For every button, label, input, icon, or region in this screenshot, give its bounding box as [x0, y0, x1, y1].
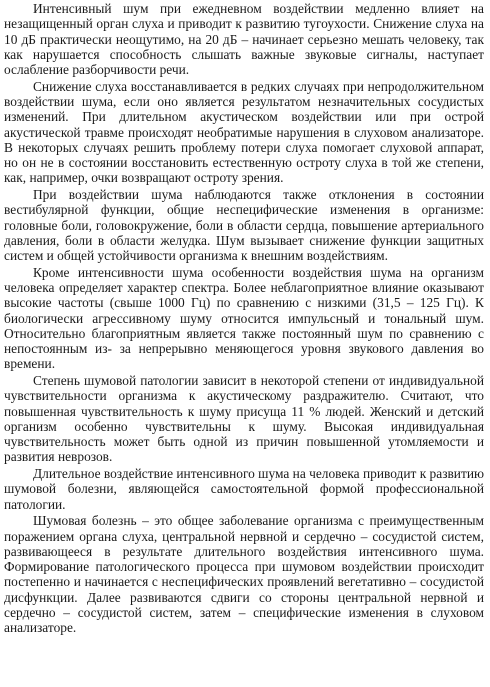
paragraph-noise-disease-definition: Шумовая болезнь – это общее заболевание организма с преимущественным поражением органа слуха, центральной нервной и сердечно – сосудистой систем, развивающееся в результате длительного воздействия интенсивного шума. Формирование патологического процесса при шумовом воздействии происходит постепенно и начинается с неспецифических проявлений вегетативно – сосудистой дисфункции. Далее развиваются сдвиги со стороны центральной нервной и сердечно – сосудистой систем, затем – специфические изменения в слуховом анализаторе. [4, 513, 484, 635]
paragraph-noise-spectrum: Кроме интенсивности шума особенности воздействия шума на организм человека определяет характер спектра. Более неблагоприятное влияние оказывают высокие частоты (свыше 1000 Гц) по сравнению с низкими (31,5 – 125 Гц). К биологически агрессивному шуму относится импульсный и тональный шум. Относительно благоприятным является также постоянный шум по сравнению с непостоянным из- за непрерывно меняющегося уровня звукового давления во времени. [4, 264, 484, 372]
paragraph-vestibular-effects: При воздействии шума наблюдаются также отклонения в состоянии вестибулярной функции, общие неспецифические изменения в организме: головные боли, головокружение, боли в области сердца, повышение артериального давления, боли в области желудка. Шум вызывает снижение функции защитных систем и общей устойчивости организма к внешним воздействиям. [4, 187, 484, 263]
document-page [4, 1, 484, 637]
paragraph-hearing-recovery: Снижение слуха восстанавливается в редких случаях при непродолжительном воздействии шума, если оно является результатом незначительных сосудистых изменений. При длительном акустическом воздействии или при острой акустической травме происходят необратимые нарушения в слуховом анализаторе. В некоторых случаях решить проблему потери слуха помогает слуховой аппарат, но он не в состоянии восстановить естественную остроту слуха в той же степени, как, например, очки возвращают остроту зрения. [4, 78, 484, 186]
paragraph-noise-disease-intro: Длительное воздействие интенсивного шума на человека приводит к развитию шумовой болезни, являющейся самостоятельной формой профессиональной патологии. [4, 466, 484, 512]
paragraph-individual-sensitivity: Степень шумовой патологии зависит в некоторой степени от индивидуальной чувствительности организма к акустическому раздражителю. Считают, что повышенная чувствительность к шуму присуща 11 % людей. Женский и детский организм особенно чувствительны к шуму. Высокая индивидуальная чувствительность может быть одной из причин повышенной утомляемости и развития неврозов. [4, 373, 484, 465]
paragraph-hearing-loss-intro: Интенсивный шум при ежедневном воздействии медленно влияет на незащищенный орган слуха и приводит к развитию тугоухости. Снижение слуха на 10 дБ практически неощутимо, на 20 дБ – начинает серьезно мешать человеку, так как нарушается способность слышать важные звуковые сигналы, наступает ослабление разборчивости речи. [4, 1, 484, 77]
